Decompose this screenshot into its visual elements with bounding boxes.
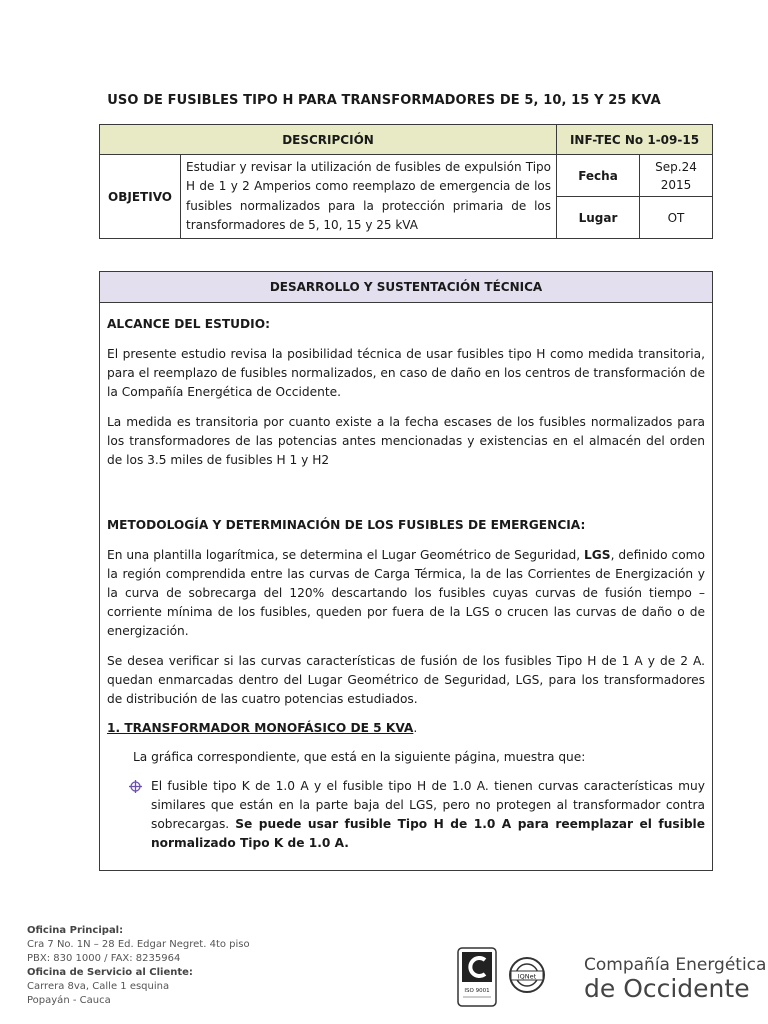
office-phone: PBX: 830 1000 / FAX: 8235964	[27, 953, 181, 964]
office-label: Oficina Principal:	[27, 925, 124, 936]
iqnet-logo	[510, 958, 544, 992]
item-1-intro: La gráfica correspondiente, que está en la siguiente página, muestra que:	[133, 750, 586, 764]
lugar-label: Lugar	[557, 197, 640, 239]
alcance-paragraph-2: La medida es transitoria por cuanto existe a la fecha escases de los fusibles normalizados para los transformadores de las potencias antes mencionadas y existencias en el almacén del orden de los 3.5 miles de fusibles H 1 y H2	[107, 415, 705, 467]
svg-text:ISO 9001: ISO 9001	[464, 988, 490, 994]
company-brand	[584, 955, 766, 1003]
descripcion-header: DESCRIPCIÓN	[100, 125, 557, 155]
office-address: Cra 7 No. 1N – 28 Ed. Edgar Negret. 4to piso	[27, 939, 250, 950]
metodologia-title: METODOLOGÍA Y DETERMINACIÓN DE LOS FUSIBLES DE EMERGENCIA:	[107, 518, 586, 532]
metodologia-paragraph-2: Se desea verificar si las curvas características de fusión de los fusibles Tipo H de 1 A y de 2 A. quedan enmarcadas dentro del Lugar Geométrico de Seguridad, LGS, para los transformadores de distribución de las cuatro potencias estudiados.	[107, 654, 705, 706]
document-code: INF-TEC No 1-09-15	[557, 125, 713, 155]
lgs-term: LGS	[584, 548, 611, 562]
brand-line-1: Compañía Energética	[584, 955, 767, 975]
icontec-logo	[458, 948, 496, 1006]
section-heading: DESARROLLO Y SUSTENTACIÓN TÉCNICA	[100, 272, 712, 303]
footer-contact	[27, 924, 250, 1008]
city: Popayán - Cauca	[27, 995, 111, 1006]
objetivo-text: Estudiar y revisar la utilización de fusibles de expulsión Tipo H de 1 y 2 Amperios como reemplazo de emergencia de los fusibles normalizados para la protección primaria de los transformadores de 5, 10, 15 y 25 kVA	[181, 155, 557, 239]
header-table	[99, 124, 713, 239]
brand-line-2: de Occidente	[584, 974, 750, 1003]
document-title: USO DE FUSIBLES TIPO H PARA TRANSFORMADORES DE 5, 10, 15 Y 25 KVA	[107, 93, 661, 108]
fecha-value: Sep.24 2015	[640, 155, 713, 197]
bullet-target-icon	[129, 780, 142, 799]
service-label: Oficina de Servicio al Cliente:	[27, 967, 193, 978]
service-address: Carrera 8va, Calle 1 esquina	[27, 981, 170, 992]
svg-text:IQNet: IQNet	[517, 972, 537, 981]
alcance-title: ALCANCE DEL ESTUDIO:	[107, 317, 270, 331]
alcance-paragraph-1: El presente estudio revisa la posibilidad técnica de usar fusibles tipo H como medida transitoria, para el reemplazo de fusibles normalizados, en caso de daño en los centros de transformación de la Compañía Energética de Occidente.	[107, 347, 705, 399]
certification-logos	[457, 947, 567, 1013]
lugar-value: OT	[640, 197, 713, 239]
metodologia-paragraph-1: En una plantilla logarítmica, se determina el Lugar Geométrico de Seguridad, LGS, definido como la región comprendida entre las curvas de Carga Térmica, la de las Corrientes de Energización y la curva de sobrecarga del 120% descartando los fusibles cuyas curvas de fusión tiempo – corriente mínima de los fusibles, queden por fuera de la LGS o crucen las curvas de daño o de energización.	[107, 548, 706, 638]
fecha-label: Fecha	[557, 155, 640, 197]
development-section	[99, 271, 713, 871]
objetivo-label: OBJETIVO	[100, 155, 181, 239]
bullet-item: El fusible tipo K de 1.0 A y el fusible tipo H de 1.0 A. tienen curvas características muy similares que están en la parte baja del LGS, pero no protegen al transformador contra sobrecargas. Se puede usar fusible Tipo H de 1.0 A para reemplazar el fusible normalizado Tipo K de 1.0 A.	[107, 777, 705, 853]
item-1-title: 1. TRANSFORMADOR MONOFÁSICO DE 5 KVA.	[107, 721, 418, 735]
